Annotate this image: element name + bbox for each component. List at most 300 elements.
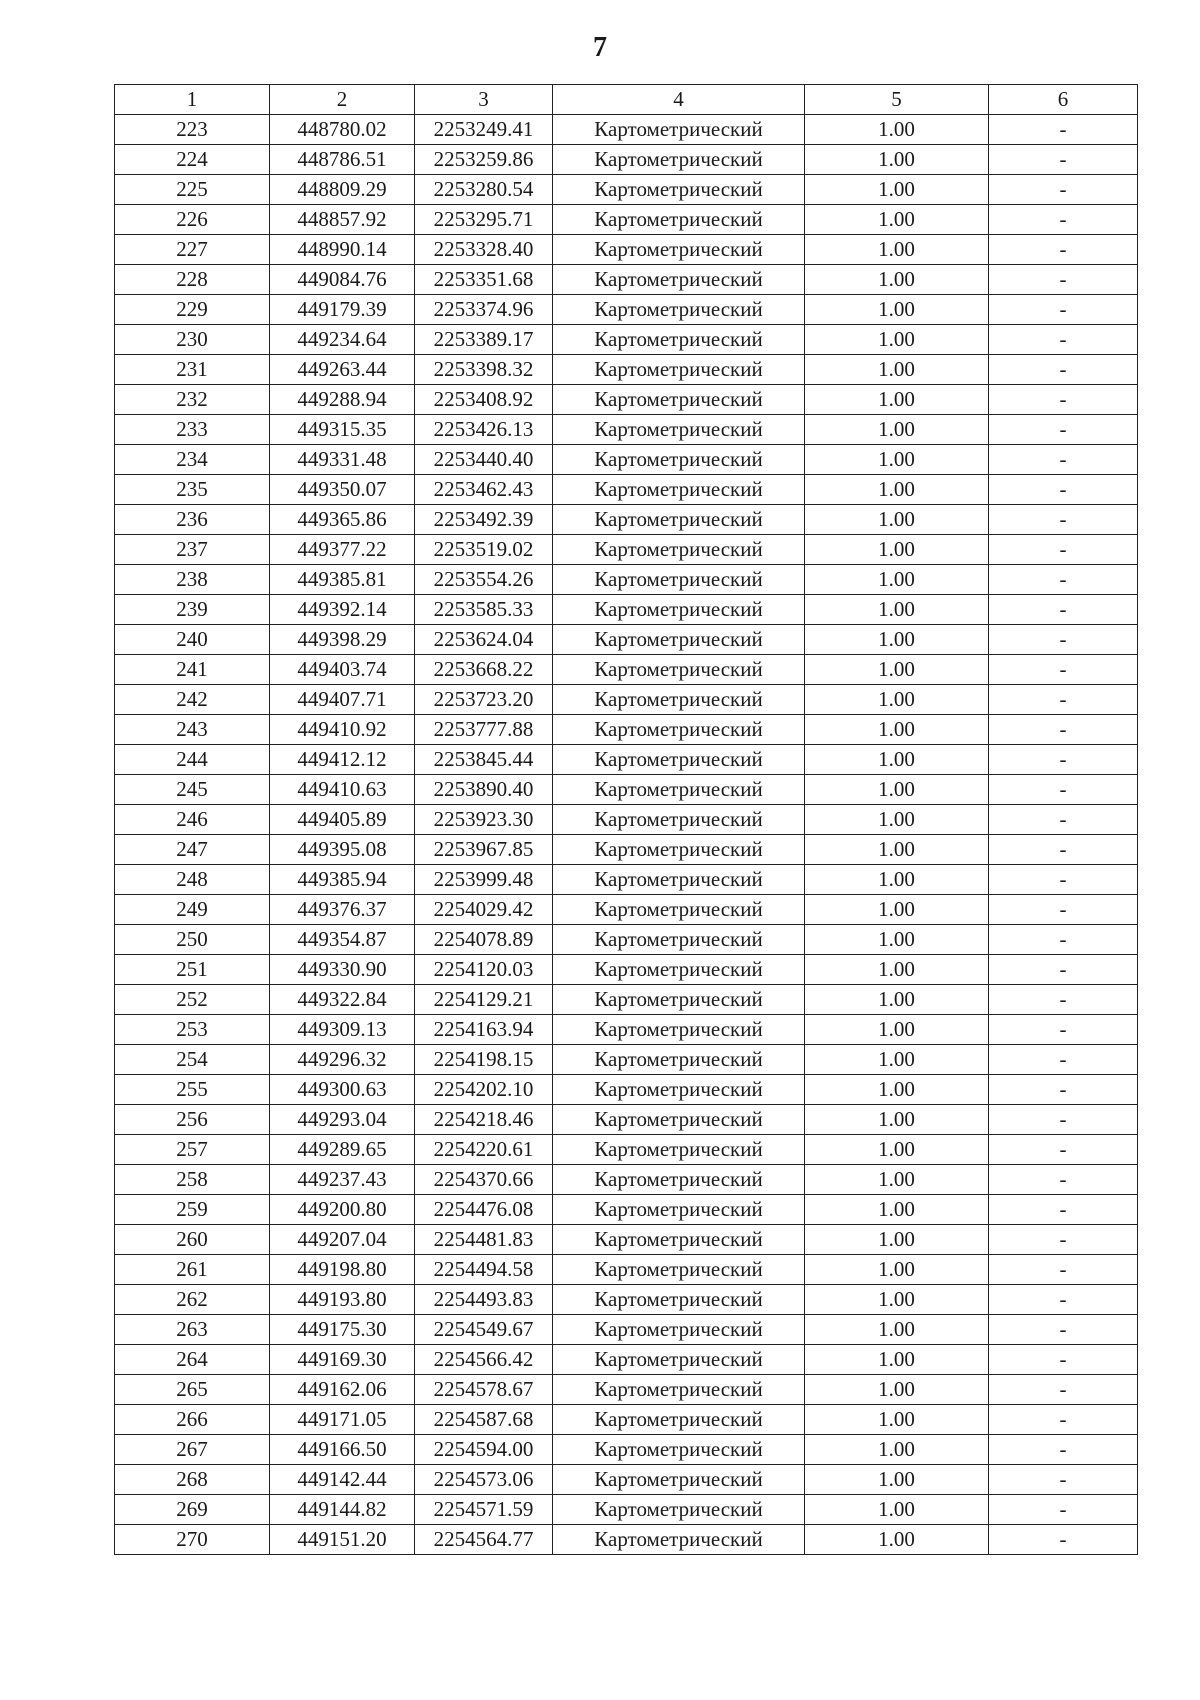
table-row	[115, 1435, 1138, 1465]
table-row	[115, 415, 1138, 445]
accuracy-cell: 1.00	[805, 895, 989, 925]
note-cell: -	[989, 1525, 1138, 1555]
method-cell: Картометрический	[553, 535, 805, 565]
x-coordinate-cell: 449234.64	[270, 325, 415, 355]
point-number-cell: 225	[115, 175, 270, 205]
x-coordinate-cell: 448990.14	[270, 235, 415, 265]
y-coordinate-cell: 2253723.20	[415, 685, 553, 715]
page-number: 7	[593, 32, 607, 63]
point-number-cell: 258	[115, 1165, 270, 1195]
point-number-cell: 257	[115, 1135, 270, 1165]
table-row	[115, 835, 1138, 865]
x-coordinate-cell: 449365.86	[270, 505, 415, 535]
point-number-cell: 229	[115, 295, 270, 325]
x-coordinate-cell: 449410.92	[270, 715, 415, 745]
x-coordinate-cell: 449354.87	[270, 925, 415, 955]
accuracy-cell: 1.00	[805, 1525, 989, 1555]
note-cell: -	[989, 775, 1138, 805]
accuracy-cell: 1.00	[805, 715, 989, 745]
note-cell: -	[989, 265, 1138, 295]
method-cell: Картометрический	[553, 385, 805, 415]
point-number-cell: 241	[115, 655, 270, 685]
note-cell: -	[989, 865, 1138, 895]
note-cell: -	[989, 1015, 1138, 1045]
x-coordinate-cell: 449193.80	[270, 1285, 415, 1315]
x-coordinate-cell: 449376.37	[270, 895, 415, 925]
table-row	[115, 1465, 1138, 1495]
x-coordinate-cell: 449198.80	[270, 1255, 415, 1285]
y-coordinate-cell: 2254370.66	[415, 1165, 553, 1195]
accuracy-cell: 1.00	[805, 775, 989, 805]
accuracy-cell: 1.00	[805, 1135, 989, 1165]
note-cell: -	[989, 685, 1138, 715]
note-cell: -	[989, 625, 1138, 655]
method-cell: Картометрический	[553, 1255, 805, 1285]
table-row	[115, 655, 1138, 685]
y-coordinate-cell: 2253408.92	[415, 385, 553, 415]
note-cell: -	[989, 1315, 1138, 1345]
method-cell: Картометрический	[553, 1135, 805, 1165]
y-coordinate-cell: 2253440.40	[415, 445, 553, 475]
x-coordinate-cell: 448786.51	[270, 145, 415, 175]
method-cell: Картометрический	[553, 925, 805, 955]
table-row	[115, 1195, 1138, 1225]
x-coordinate-cell: 448780.02	[270, 115, 415, 145]
y-coordinate-cell: 2254198.15	[415, 1045, 553, 1075]
table-row	[115, 1105, 1138, 1135]
note-cell: -	[989, 475, 1138, 505]
method-cell: Картометрический	[553, 205, 805, 235]
point-number-cell: 231	[115, 355, 270, 385]
point-number-cell: 224	[115, 145, 270, 175]
column-header-6: 6	[989, 85, 1138, 115]
y-coordinate-cell: 2254566.42	[415, 1345, 553, 1375]
x-coordinate-cell: 449331.48	[270, 445, 415, 475]
table-row	[115, 745, 1138, 775]
accuracy-cell: 1.00	[805, 565, 989, 595]
y-coordinate-cell: 2254587.68	[415, 1405, 553, 1435]
method-cell: Картометрический	[553, 985, 805, 1015]
point-number-cell: 247	[115, 835, 270, 865]
method-cell: Картометрический	[553, 685, 805, 715]
note-cell: -	[989, 565, 1138, 595]
accuracy-cell: 1.00	[805, 595, 989, 625]
point-number-cell: 250	[115, 925, 270, 955]
table-row	[115, 115, 1138, 145]
note-cell: -	[989, 655, 1138, 685]
point-number-cell: 256	[115, 1105, 270, 1135]
y-coordinate-cell: 2253462.43	[415, 475, 553, 505]
x-coordinate-cell: 449142.44	[270, 1465, 415, 1495]
y-coordinate-cell: 2254078.89	[415, 925, 553, 955]
accuracy-cell: 1.00	[805, 925, 989, 955]
y-coordinate-cell: 2253845.44	[415, 745, 553, 775]
x-coordinate-cell: 449144.82	[270, 1495, 415, 1525]
point-number-cell: 232	[115, 385, 270, 415]
x-coordinate-cell: 449151.20	[270, 1525, 415, 1555]
y-coordinate-cell: 2254493.83	[415, 1285, 553, 1315]
method-cell: Картометрический	[553, 565, 805, 595]
accuracy-cell: 1.00	[805, 835, 989, 865]
note-cell: -	[989, 925, 1138, 955]
method-cell: Картометрический	[553, 1465, 805, 1495]
accuracy-cell: 1.00	[805, 175, 989, 205]
point-number-cell: 243	[115, 715, 270, 745]
table-row	[115, 805, 1138, 835]
point-number-cell: 236	[115, 505, 270, 535]
method-cell: Картометрический	[553, 1105, 805, 1135]
table-row	[115, 385, 1138, 415]
accuracy-cell: 1.00	[805, 1015, 989, 1045]
point-number-cell: 266	[115, 1405, 270, 1435]
table-row	[115, 445, 1138, 475]
accuracy-cell: 1.00	[805, 625, 989, 655]
method-cell: Картометрический	[553, 445, 805, 475]
accuracy-cell: 1.00	[805, 535, 989, 565]
method-cell: Картометрический	[553, 265, 805, 295]
column-header-2: 2	[270, 85, 415, 115]
y-coordinate-cell: 2253351.68	[415, 265, 553, 295]
point-number-cell: 253	[115, 1015, 270, 1045]
point-number-cell: 237	[115, 535, 270, 565]
point-number-cell: 248	[115, 865, 270, 895]
x-coordinate-cell: 449179.39	[270, 295, 415, 325]
y-coordinate-cell: 2253923.30	[415, 805, 553, 835]
accuracy-cell: 1.00	[805, 1345, 989, 1375]
note-cell: -	[989, 955, 1138, 985]
method-cell: Картометрический	[553, 145, 805, 175]
point-number-cell: 238	[115, 565, 270, 595]
accuracy-cell: 1.00	[805, 1195, 989, 1225]
y-coordinate-cell: 2254476.08	[415, 1195, 553, 1225]
table-row	[115, 1345, 1138, 1375]
y-coordinate-cell: 2254549.67	[415, 1315, 553, 1345]
point-number-cell: 269	[115, 1495, 270, 1525]
y-coordinate-cell: 2254571.59	[415, 1495, 553, 1525]
method-cell: Картометрический	[553, 175, 805, 205]
table-row	[115, 925, 1138, 955]
table-row	[115, 295, 1138, 325]
y-coordinate-cell: 2254573.06	[415, 1465, 553, 1495]
y-coordinate-cell: 2254578.67	[415, 1375, 553, 1405]
table-row	[115, 1375, 1138, 1405]
note-cell: -	[989, 175, 1138, 205]
accuracy-cell: 1.00	[805, 955, 989, 985]
note-cell: -	[989, 805, 1138, 835]
method-cell: Картометрический	[553, 655, 805, 685]
method-cell: Картометрический	[553, 1285, 805, 1315]
table-row	[115, 865, 1138, 895]
method-cell: Картометрический	[553, 1435, 805, 1465]
table-row	[115, 1285, 1138, 1315]
accuracy-cell: 1.00	[805, 1105, 989, 1135]
y-coordinate-cell: 2254163.94	[415, 1015, 553, 1045]
x-coordinate-cell: 449385.94	[270, 865, 415, 895]
y-coordinate-cell: 2253259.86	[415, 145, 553, 175]
y-coordinate-cell: 2253389.17	[415, 325, 553, 355]
y-coordinate-cell: 2254029.42	[415, 895, 553, 925]
x-coordinate-cell: 449309.13	[270, 1015, 415, 1045]
method-cell: Картометрический	[553, 1405, 805, 1435]
accuracy-cell: 1.00	[805, 1405, 989, 1435]
note-cell: -	[989, 1225, 1138, 1255]
point-number-cell: 234	[115, 445, 270, 475]
x-coordinate-cell: 449300.63	[270, 1075, 415, 1105]
point-number-cell: 261	[115, 1255, 270, 1285]
method-cell: Картометрический	[553, 955, 805, 985]
note-cell: -	[989, 535, 1138, 565]
accuracy-cell: 1.00	[805, 295, 989, 325]
y-coordinate-cell: 2253492.39	[415, 505, 553, 535]
table-row	[115, 1405, 1138, 1435]
y-coordinate-cell: 2253280.54	[415, 175, 553, 205]
y-coordinate-cell: 2253554.26	[415, 565, 553, 595]
y-coordinate-cell: 2253295.71	[415, 205, 553, 235]
point-number-cell: 249	[115, 895, 270, 925]
x-coordinate-cell: 448857.92	[270, 205, 415, 235]
accuracy-cell: 1.00	[805, 1315, 989, 1345]
y-coordinate-cell: 2253519.02	[415, 535, 553, 565]
x-coordinate-cell: 449385.81	[270, 565, 415, 595]
method-cell: Картометрический	[553, 1225, 805, 1255]
table-row	[115, 985, 1138, 1015]
point-number-cell: 251	[115, 955, 270, 985]
x-coordinate-cell: 449162.06	[270, 1375, 415, 1405]
x-coordinate-cell: 449405.89	[270, 805, 415, 835]
y-coordinate-cell: 2254120.03	[415, 955, 553, 985]
note-cell: -	[989, 895, 1138, 925]
x-coordinate-cell: 449403.74	[270, 655, 415, 685]
method-cell: Картометрический	[553, 115, 805, 145]
point-number-cell: 259	[115, 1195, 270, 1225]
table-row	[115, 175, 1138, 205]
method-cell: Картометрический	[553, 235, 805, 265]
y-coordinate-cell: 2253328.40	[415, 235, 553, 265]
accuracy-cell: 1.00	[805, 475, 989, 505]
point-number-cell: 268	[115, 1465, 270, 1495]
method-cell: Картометрический	[553, 835, 805, 865]
note-cell: -	[989, 835, 1138, 865]
note-cell: -	[989, 445, 1138, 475]
point-number-cell: 226	[115, 205, 270, 235]
point-number-cell: 254	[115, 1045, 270, 1075]
table-row	[115, 235, 1138, 265]
note-cell: -	[989, 1075, 1138, 1105]
column-header-5: 5	[805, 85, 989, 115]
point-number-cell: 263	[115, 1315, 270, 1345]
table-row	[115, 535, 1138, 565]
table-row	[115, 685, 1138, 715]
method-cell: Картометрический	[553, 625, 805, 655]
y-coordinate-cell: 2254220.61	[415, 1135, 553, 1165]
point-number-cell: 223	[115, 115, 270, 145]
x-coordinate-cell: 449377.22	[270, 535, 415, 565]
x-coordinate-cell: 449171.05	[270, 1405, 415, 1435]
note-cell: -	[989, 1465, 1138, 1495]
table-header-row	[115, 85, 1138, 115]
accuracy-cell: 1.00	[805, 985, 989, 1015]
point-number-cell: 244	[115, 745, 270, 775]
note-cell: -	[989, 595, 1138, 625]
column-header-3: 3	[415, 85, 553, 115]
point-number-cell: 270	[115, 1525, 270, 1555]
note-cell: -	[989, 355, 1138, 385]
accuracy-cell: 1.00	[805, 445, 989, 475]
x-coordinate-cell: 449175.30	[270, 1315, 415, 1345]
point-number-cell: 246	[115, 805, 270, 835]
y-coordinate-cell: 2253624.04	[415, 625, 553, 655]
point-number-cell: 264	[115, 1345, 270, 1375]
method-cell: Картометрический	[553, 355, 805, 385]
x-coordinate-cell: 449200.80	[270, 1195, 415, 1225]
note-cell: -	[989, 1165, 1138, 1195]
note-cell: -	[989, 1495, 1138, 1525]
column-header-4: 4	[553, 85, 805, 115]
method-cell: Картометрический	[553, 1195, 805, 1225]
y-coordinate-cell: 2254218.46	[415, 1105, 553, 1135]
point-number-cell: 255	[115, 1075, 270, 1105]
point-number-cell: 252	[115, 985, 270, 1015]
coordinates-table	[114, 84, 1138, 1555]
note-cell: -	[989, 1135, 1138, 1165]
accuracy-cell: 1.00	[805, 745, 989, 775]
note-cell: -	[989, 1195, 1138, 1225]
y-coordinate-cell: 2254564.77	[415, 1525, 553, 1555]
accuracy-cell: 1.00	[805, 1255, 989, 1285]
table-row	[115, 1225, 1138, 1255]
x-coordinate-cell: 449350.07	[270, 475, 415, 505]
table-row	[115, 1495, 1138, 1525]
method-cell: Картометрический	[553, 1045, 805, 1075]
accuracy-cell: 1.00	[805, 1225, 989, 1255]
point-number-cell: 239	[115, 595, 270, 625]
table-row	[115, 145, 1138, 175]
accuracy-cell: 1.00	[805, 655, 989, 685]
table-row	[115, 1015, 1138, 1045]
y-coordinate-cell: 2253426.13	[415, 415, 553, 445]
accuracy-cell: 1.00	[805, 355, 989, 385]
y-coordinate-cell: 2253967.85	[415, 835, 553, 865]
accuracy-cell: 1.00	[805, 385, 989, 415]
x-coordinate-cell: 449315.35	[270, 415, 415, 445]
x-coordinate-cell: 449263.44	[270, 355, 415, 385]
point-number-cell: 240	[115, 625, 270, 655]
note-cell: -	[989, 145, 1138, 175]
method-cell: Картометрический	[553, 775, 805, 805]
point-number-cell: 267	[115, 1435, 270, 1465]
table-row	[115, 1135, 1138, 1165]
table-row	[115, 955, 1138, 985]
note-cell: -	[989, 715, 1138, 745]
note-cell: -	[989, 1435, 1138, 1465]
method-cell: Картометрический	[553, 715, 805, 745]
table-row	[115, 625, 1138, 655]
accuracy-cell: 1.00	[805, 505, 989, 535]
y-coordinate-cell: 2253999.48	[415, 865, 553, 895]
table-row	[115, 1255, 1138, 1285]
accuracy-cell: 1.00	[805, 1435, 989, 1465]
x-coordinate-cell: 449392.14	[270, 595, 415, 625]
table-row	[115, 565, 1138, 595]
point-number-cell: 242	[115, 685, 270, 715]
point-number-cell: 265	[115, 1375, 270, 1405]
note-cell: -	[989, 1285, 1138, 1315]
note-cell: -	[989, 1045, 1138, 1075]
method-cell: Картометрический	[553, 1375, 805, 1405]
table-row	[115, 505, 1138, 535]
accuracy-cell: 1.00	[805, 205, 989, 235]
accuracy-cell: 1.00	[805, 325, 989, 355]
point-number-cell: 235	[115, 475, 270, 505]
x-coordinate-cell: 449166.50	[270, 1435, 415, 1465]
table-row	[115, 1315, 1138, 1345]
x-coordinate-cell: 449289.65	[270, 1135, 415, 1165]
y-coordinate-cell: 2254129.21	[415, 985, 553, 1015]
accuracy-cell: 1.00	[805, 115, 989, 145]
method-cell: Картометрический	[553, 325, 805, 355]
y-coordinate-cell: 2254481.83	[415, 1225, 553, 1255]
accuracy-cell: 1.00	[805, 235, 989, 265]
y-coordinate-cell: 2253374.96	[415, 295, 553, 325]
table-row	[115, 325, 1138, 355]
note-cell: -	[989, 1345, 1138, 1375]
x-coordinate-cell: 449293.04	[270, 1105, 415, 1135]
table-row	[115, 1045, 1138, 1075]
method-cell: Картометрический	[553, 1345, 805, 1375]
x-coordinate-cell: 449084.76	[270, 265, 415, 295]
y-coordinate-cell: 2253249.41	[415, 115, 553, 145]
method-cell: Картометрический	[553, 1075, 805, 1105]
method-cell: Картометрический	[553, 1525, 805, 1555]
accuracy-cell: 1.00	[805, 1285, 989, 1315]
y-coordinate-cell: 2254202.10	[415, 1075, 553, 1105]
note-cell: -	[989, 325, 1138, 355]
accuracy-cell: 1.00	[805, 1495, 989, 1525]
y-coordinate-cell: 2254594.00	[415, 1435, 553, 1465]
method-cell: Картометрический	[553, 745, 805, 775]
accuracy-cell: 1.00	[805, 415, 989, 445]
y-coordinate-cell: 2253777.88	[415, 715, 553, 745]
x-coordinate-cell: 449296.32	[270, 1045, 415, 1075]
method-cell: Картометрический	[553, 415, 805, 445]
point-number-cell: 260	[115, 1225, 270, 1255]
table-row	[115, 715, 1138, 745]
table-row	[115, 205, 1138, 235]
note-cell: -	[989, 205, 1138, 235]
x-coordinate-cell: 449412.12	[270, 745, 415, 775]
note-cell: -	[989, 505, 1138, 535]
y-coordinate-cell: 2253585.33	[415, 595, 553, 625]
y-coordinate-cell: 2253668.22	[415, 655, 553, 685]
accuracy-cell: 1.00	[805, 805, 989, 835]
table-row	[115, 475, 1138, 505]
note-cell: -	[989, 295, 1138, 325]
note-cell: -	[989, 1405, 1138, 1435]
y-coordinate-cell: 2254494.58	[415, 1255, 553, 1285]
accuracy-cell: 1.00	[805, 1075, 989, 1105]
method-cell: Картометрический	[553, 1495, 805, 1525]
point-number-cell: 233	[115, 415, 270, 445]
note-cell: -	[989, 745, 1138, 775]
note-cell: -	[989, 115, 1138, 145]
method-cell: Картометрический	[553, 595, 805, 625]
y-coordinate-cell: 2253398.32	[415, 355, 553, 385]
table-row	[115, 595, 1138, 625]
table-row	[115, 265, 1138, 295]
table-row	[115, 1075, 1138, 1105]
point-number-cell: 227	[115, 235, 270, 265]
accuracy-cell: 1.00	[805, 1165, 989, 1195]
